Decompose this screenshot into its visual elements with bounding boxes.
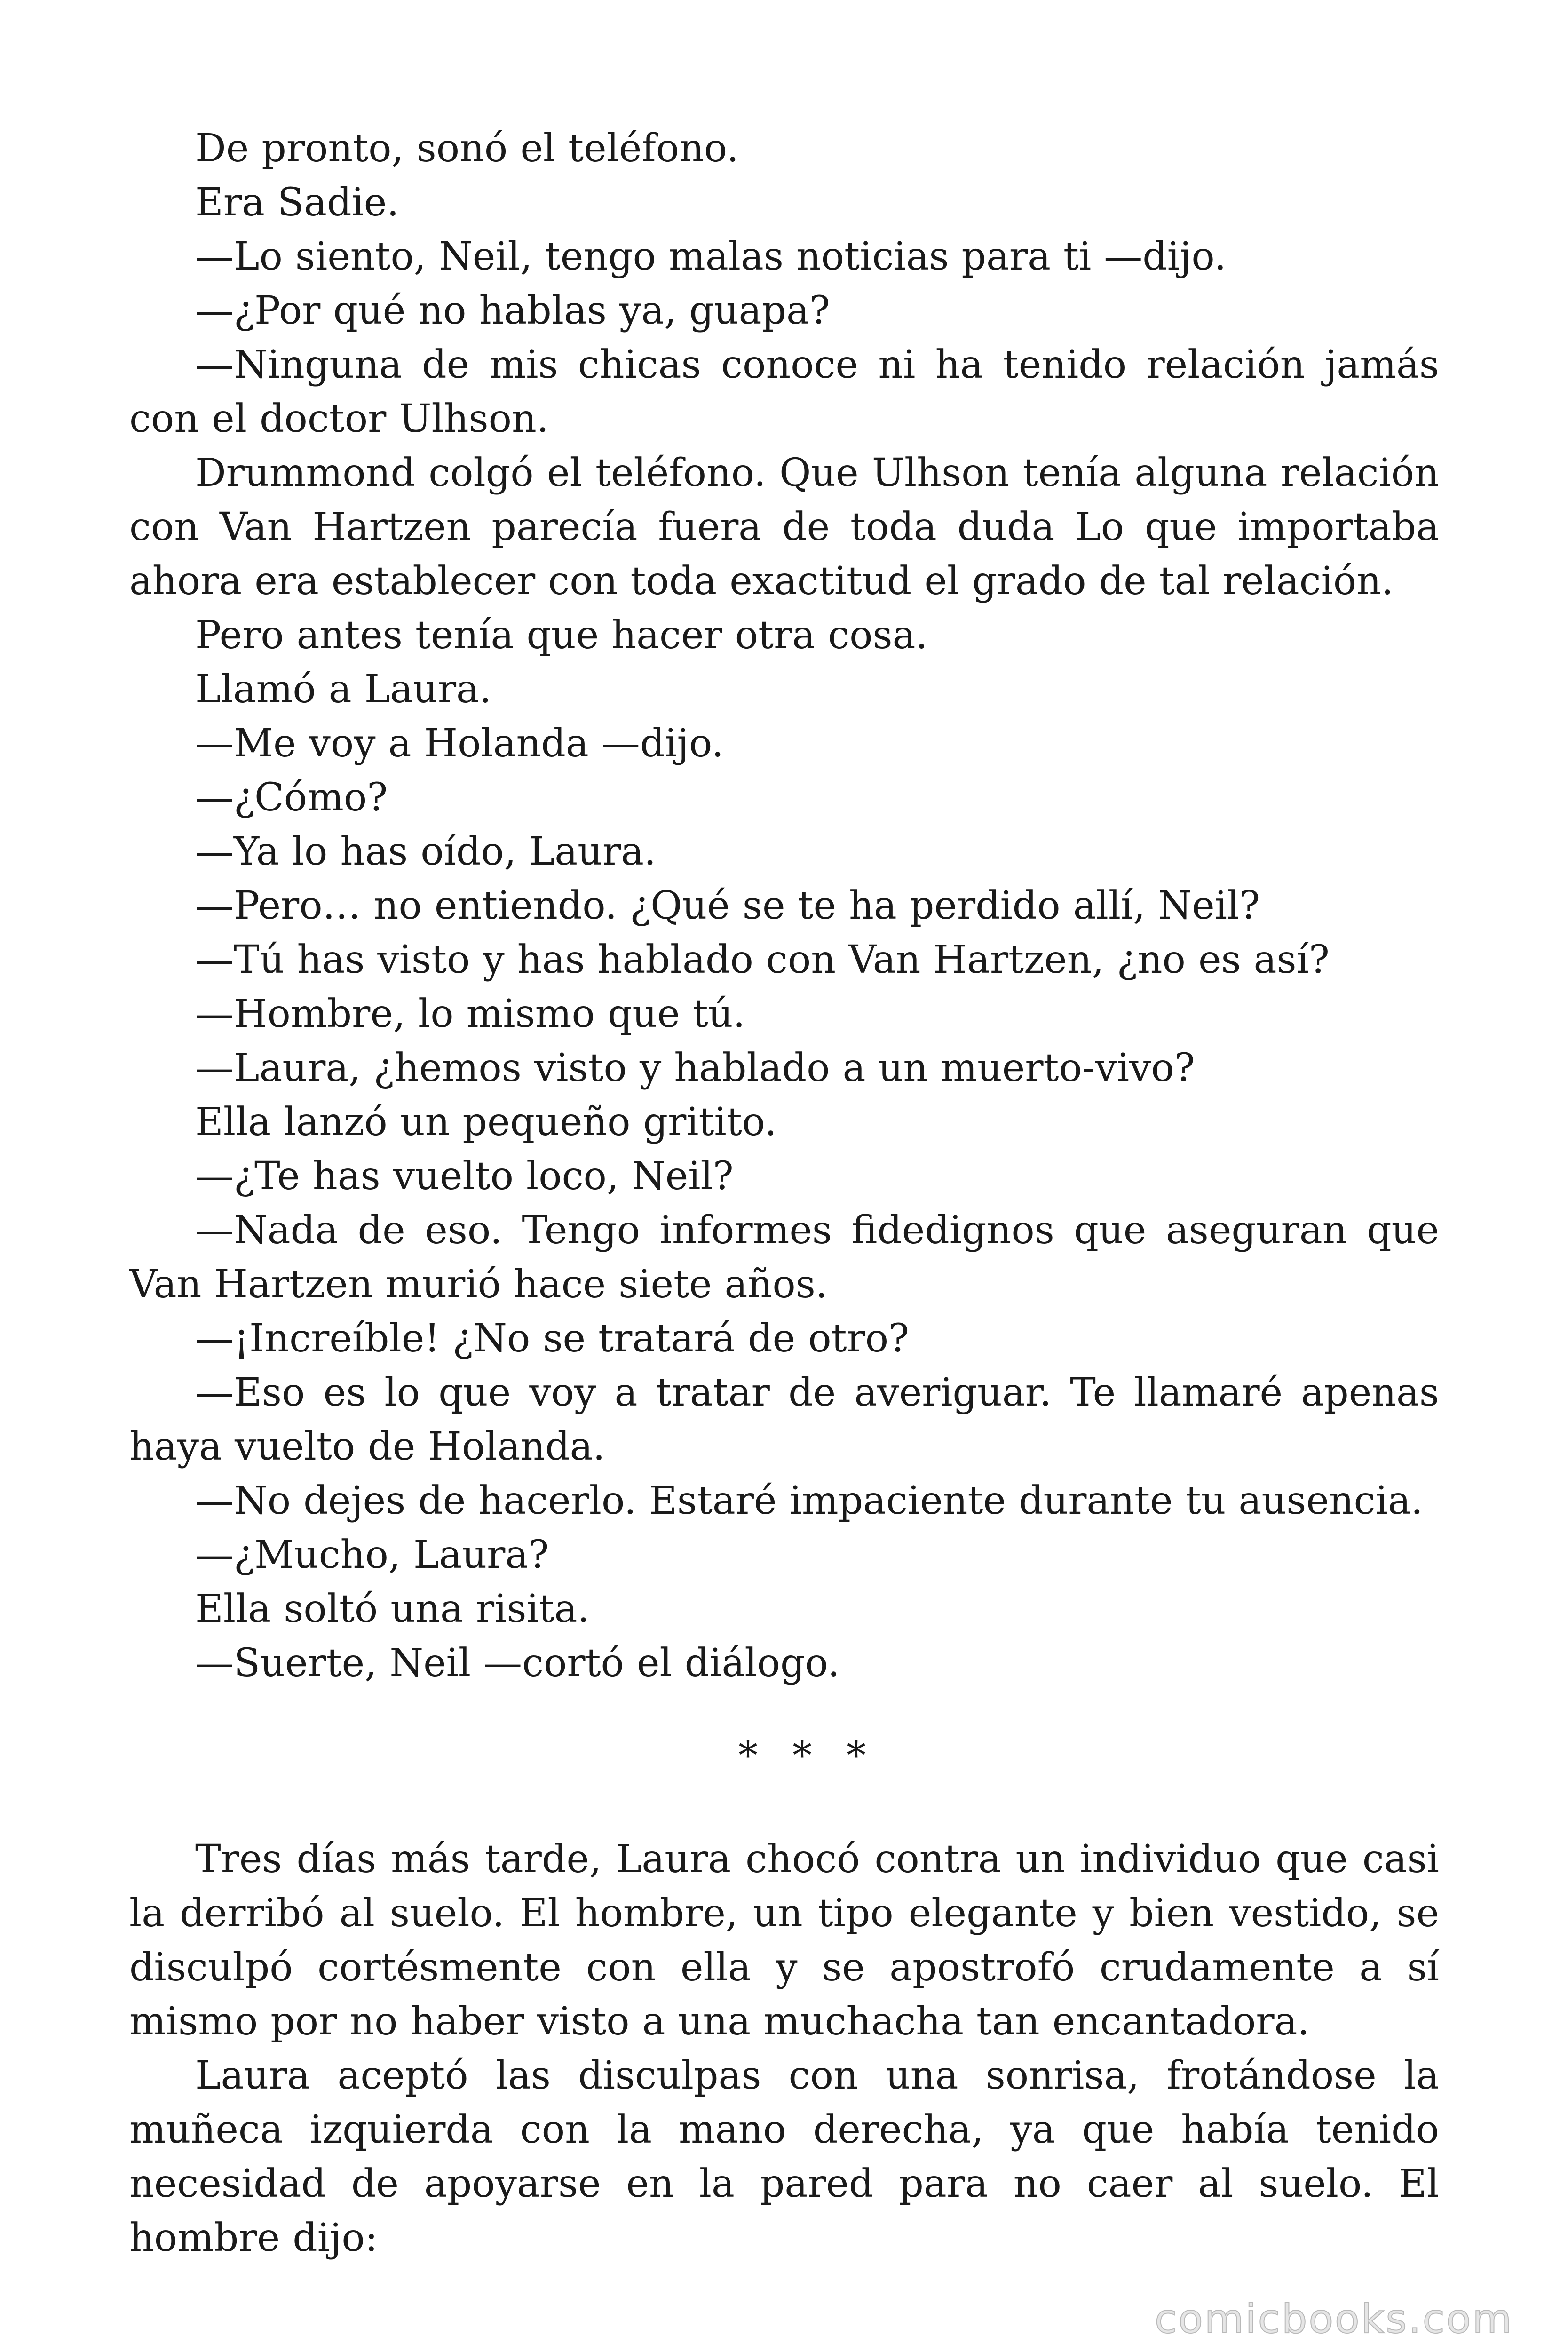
paragraph: —Ninguna de mis chicas conoce ni ha tenido relación jamás con el doctor Ulhson. <box>129 342 1439 441</box>
paragraph: —Me voy a Holanda —dijo. <box>195 721 724 766</box>
paragraph: Ella soltó una risita. <box>195 1587 590 1631</box>
paragraph: Ella lanzó un pequeño gritito. <box>195 1100 777 1144</box>
paragraph: —¿Te has vuelto loco, Neil? <box>195 1154 734 1199</box>
paragraph: Pero antes tenía que hacer otra cosa. <box>195 613 928 658</box>
paragraph: —Nada de eso. Tengo informes fidedignos que aseguran que Van Hartzen murió hace siete años. <box>129 1208 1439 1307</box>
page-body-after-break <box>129 1832 1439 2265</box>
paragraph: —Ya lo has oído, Laura. <box>195 829 657 874</box>
paragraph: Era Sadie. <box>195 180 399 225</box>
paragraph: —Eso es lo que voy a tratar de averiguar. Te llamaré apenas haya vuelto de Holanda. <box>129 1370 1439 1469</box>
paragraph: —Tú has visto y has hablado con Van Hartzen, ¿no es así? <box>195 938 1330 982</box>
paragraph: Drummond colgó el teléfono. Que Ulhson tenía alguna relación con Van Hartzen parecía fuera de toda duda Lo que importaba ahora era establecer con toda exactitud el grado de tal relación. <box>129 451 1439 604</box>
paragraph: —¿Mucho, Laura? <box>195 1533 549 1577</box>
paragraph: —Hombre, lo mismo que tú. <box>195 992 745 1036</box>
paragraph: De pronto, sonó el teléfono. <box>195 126 739 171</box>
paragraph: —Lo siento, Neil, tengo malas noticias para ti —dijo. <box>195 234 1227 279</box>
paragraph: —¡Increíble! ¿No se tratará de otro? <box>195 1316 910 1361</box>
paragraph: —Suerte, Neil —cortó el diálogo. <box>195 1641 840 1685</box>
paragraph: —Pero… no entiendo. ¿Qué se te ha perdido allí, Neil? <box>195 883 1260 928</box>
paragraph: —¿Cómo? <box>195 775 388 820</box>
paragraph: Laura aceptó las disculpas con una sonrisa, frotándose la muñeca izquierda con la mano derecha, ya que había tenido necesidad de apoyarse en la pared para no caer al suelo. El hombre dijo: <box>129 2053 1439 2260</box>
paragraph: —¿Por qué no hablas ya, guapa? <box>195 288 830 333</box>
paragraph: —No dejes de hacerlo. Estaré impaciente durante tu ausencia. <box>195 1478 1423 1523</box>
watermark: comicbooks.com <box>1155 2296 1513 2343</box>
page-body-before-break <box>129 121 1439 1690</box>
paragraph: Tres días más tarde, Laura chocó contra un individuo que casi la derribó al suelo. El hombre, un tipo elegante y bien vestido, se disculpó cortésmente con ella y se apostrofó crudamente a sí mismo por no haber visto a una muchacha tan encantadora. <box>129 1837 1439 2044</box>
paragraph: Llamó a Laura. <box>195 667 492 712</box>
scene-break: * * * <box>738 1733 878 1778</box>
paragraph: —Laura, ¿hemos visto y hablado a un muerto-vivo? <box>195 1046 1195 1090</box>
